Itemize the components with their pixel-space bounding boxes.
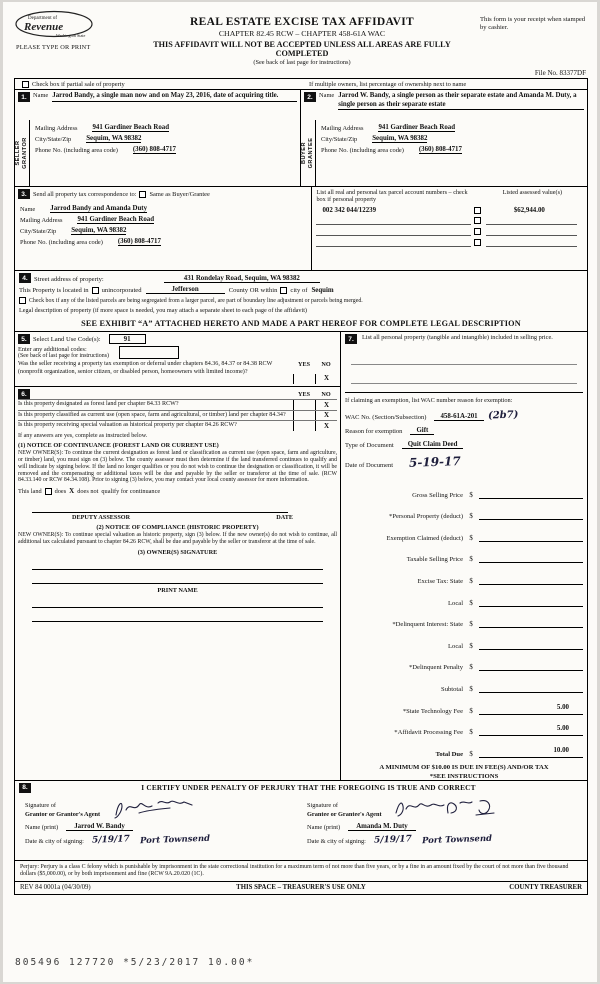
personal-property-checkbox-3[interactable] [474, 228, 481, 235]
current-use-question: Is this property classified as current use (open space, farm and agricultural, or timber) land per chapter 84.34? [18, 411, 286, 418]
footer-row [15, 882, 587, 894]
dollar-sign: $ [469, 556, 473, 564]
section-3-number: 3. [18, 189, 30, 199]
parcel-number-4-blank[interactable] [316, 239, 471, 247]
county-treasurer-label: COUNTY TREASURER [509, 884, 582, 892]
date-label: DATE [276, 514, 294, 522]
seller-csz-value[interactable]: Sequim, WA 98382 [86, 134, 142, 142]
grantee-signature-block [301, 797, 583, 845]
seller-side-word-1: SELLER [15, 140, 22, 166]
buyer-section [301, 90, 587, 186]
assessed-values-header: Listed assessed value(s) [502, 189, 563, 196]
buyer-side-word-1: BUYER [301, 141, 308, 165]
s3-phone-value[interactable]: (360) 808-4717 [117, 237, 161, 245]
section-3 [15, 187, 587, 271]
print-name-title: PRINT NAME [157, 587, 198, 595]
county-or-within-label: County OR within [228, 286, 278, 294]
notice-compliance-title: (2) NOTICE OF COMPLIANCE (HISTORIC PROPERTY) [96, 524, 259, 532]
located-in-label: This Property is located in [19, 286, 89, 294]
grantor-name-print-label: Name (print) [25, 823, 59, 831]
grantor-name-print-value[interactable]: Jarrod W. Bandy [66, 823, 133, 831]
grantee-city-handwriting: Port Townsend [421, 833, 493, 846]
section-4-number: 4. [19, 273, 31, 283]
grantor-city-handwriting: Port Townsend [139, 833, 211, 846]
dollar-sign: $ [469, 707, 473, 715]
segregated-label: Check box if any of the listed parcels are being segregated from a larger parcel, are part of boundary line adjustment or parcels being merged. [29, 297, 363, 304]
multiple-owners-note: If multiple owners, list percentage of ownership next to name [309, 80, 467, 88]
section-6-number: 6. [18, 389, 30, 399]
dollar-sign: $ [469, 534, 473, 542]
s6-no-header: NO [321, 390, 331, 398]
grantee-date-city-label: Date & city of signing: [307, 837, 366, 845]
owner-signature-line-2[interactable] [32, 574, 323, 584]
section-1-number: 1. [18, 92, 30, 102]
seller-side-word-2: GRANTOR [22, 137, 28, 169]
personal-property-checkbox-2[interactable] [474, 217, 481, 224]
buyer-mailing-label: Mailing Address [321, 124, 364, 132]
parcel-number-2-blank[interactable] [316, 217, 471, 225]
grantee-date-handwriting: 5/19/17 [373, 834, 412, 846]
print-name-line-2[interactable] [32, 612, 323, 622]
buyer-name-value[interactable]: Jarrod W. Bandy, a single person as their separate estate and Amanda M. Duty, a single person as their separate estate [338, 92, 584, 110]
fee-row-subtotal: Subtotal $ [345, 674, 583, 693]
fee-row-excise-state: Excise Tax: State $ [345, 566, 583, 585]
unincorporated-label: unincorporated [101, 286, 142, 294]
personal-property-checkbox-1[interactable] [474, 207, 481, 214]
grantee-name-print-value[interactable]: Amanda M. Duty [348, 823, 416, 831]
unincorporated-checkbox[interactable] [92, 287, 99, 294]
print-name-line-1[interactable] [32, 598, 323, 608]
parties-row [15, 90, 587, 187]
land-does-checkbox[interactable] [45, 488, 52, 495]
dollar-sign: $ [469, 491, 473, 499]
grantor-signature-label-1: Signature of [25, 802, 56, 810]
city-of-label: city of [290, 286, 308, 294]
parcel-number-1[interactable]: 002 342 044/12239 [322, 206, 377, 214]
dollar-sign: $ [469, 750, 473, 758]
personal-property-line-1[interactable] [351, 354, 577, 365]
grantee-signature [390, 797, 500, 821]
s5-no-header: NO [321, 361, 331, 368]
exhibit-a-line: SEE EXHIBIT “A” ATTACHED HERETO AND MADE A PART HEREOF FOR COMPLETE LEGAL DESCRIPTION [81, 319, 521, 328]
s5-see-back-note: (See back of last page for instructions) [18, 353, 109, 359]
fee-row-gross: Gross Selling Price $ [345, 480, 583, 499]
parcel-number-3-blank[interactable] [316, 228, 471, 236]
fee-row-technology: *State Technology Fee $ 5.00 [345, 696, 583, 715]
fee-row-exemption: Exemption Claimed (deduct) $ [345, 523, 583, 542]
see-back-note: (See back of last page for instructions) [253, 59, 351, 66]
grantor-signature-label-2: Grantor or Grantor's Agent [25, 810, 101, 818]
svg-text:Department of: Department of [28, 16, 58, 21]
q3-no-cell[interactable]: X [315, 421, 337, 431]
fee-row-excise-local: Local $ [345, 588, 583, 607]
top-options-row [15, 79, 587, 90]
rev-form-number: REV 84 0001a (04/30/09) [20, 884, 91, 892]
deferral-question: Was the seller receiving a property tax exemption or deferral under chapters 84.36, 84.37 or 84.38 RCW (nonprofit organization, senior citizen, or disabled person, homeowners with limited income)? [18, 361, 273, 375]
s3-csz-label: City/State/Zip [20, 227, 57, 235]
grantor-signature-block [19, 797, 301, 845]
wac-subsection-handwriting: (2b7) [487, 409, 519, 422]
grantee-signature-label-2: Grantee or Grantee's Agent [307, 810, 382, 818]
dollar-sign: $ [469, 577, 473, 585]
affidavit-page [3, 2, 597, 982]
partial-sale-checkbox[interactable] [22, 81, 29, 88]
fee-row-penalty: *Delinquent Penalty $ [345, 652, 583, 671]
section-8-number: 8. [19, 783, 31, 793]
warning-line: THIS AFFIDAVIT WILL NOT BE ACCEPTED UNLESS ALL AREAS ARE FULLY COMPLETED [153, 40, 451, 58]
personal-property-label: List all personal property (tangible and intangible) included in selling price. [362, 334, 553, 341]
revenue-logo-icon [14, 10, 100, 40]
legal-description-label: Legal description of property (if more space is needed, you may attach a separate sheet to each page of the affidavit) [19, 307, 307, 314]
notice-compliance-body: NEW OWNER(S): To continue special valuation as historic property, sign (3) below. If the new owner(s) do not wish to continue, all additional tax calculated pursuant to chapter 84.26 RCW, shall be due and payable by the seller or transferor at the time of sale. [18, 532, 338, 546]
form-body [14, 78, 588, 895]
buyer-side-strip [301, 120, 316, 186]
dollar-sign: $ [469, 685, 473, 693]
forest-land-question: Is this property designated as forest land per chapter 84.33 RCW? [18, 401, 179, 407]
form-header [14, 10, 588, 66]
cashier-stamp: 805496 127720 *5/23/2017 10.00* [15, 957, 255, 968]
seller-mailing-label: Mailing Address [35, 124, 78, 132]
land-does-not-label: does not [77, 487, 99, 495]
city-value[interactable]: Sequim [311, 286, 334, 294]
receipt-note: This form is your receipt when stamped by cashier. [480, 16, 586, 32]
seller-phone-value[interactable]: (360) 808-4717 [132, 145, 176, 153]
historical-property-question: Is this property receiving special valuation as historical property per chapter 84.26 RCW? [18, 422, 237, 429]
s5-no-cell[interactable]: X [315, 374, 337, 384]
see-instructions-note: *SEE INSTRUCTIONS [429, 772, 499, 780]
buyer-mailing-value[interactable]: 941 Gardiner Beach Road [378, 123, 456, 131]
grantee-signature-label-1: Signature of [307, 802, 338, 810]
city-of-checkbox[interactable] [280, 287, 287, 294]
buyer-phone-label: Phone No. (including area code) [321, 146, 404, 154]
fee-row-taxable: Taxable Selling Price $ [345, 544, 583, 563]
q1-no-cell[interactable]: X [315, 400, 337, 410]
additional-codes-input[interactable] [119, 346, 179, 359]
answers-yes-note: If any answers are yes, complete as instructed below. [18, 432, 148, 439]
s3-mailing-value[interactable]: 941 Gardiner Beach Road [77, 215, 155, 223]
grantor-date-city-label: Date & city of signing: [25, 837, 84, 845]
this-land-label: This land [18, 487, 42, 495]
land-does-not-x[interactable]: X [69, 487, 75, 496]
section-6 [15, 387, 340, 780]
mid-columns [15, 332, 587, 781]
seller-name-value[interactable]: Jarrod Bandy, a single man now and on May 23, 2016, date of acquiring title. [52, 92, 297, 102]
deputy-assessor-signature-line[interactable] [32, 505, 288, 513]
file-number: File No. 83377DF [534, 69, 586, 77]
assessed-value-1[interactable]: $62,944.00 [513, 206, 545, 214]
land-use-label: Select Land Use Code(s): [33, 335, 101, 343]
fee-row-affidavit: *Affidavit Processing Fee $ 5.00 [345, 717, 583, 736]
land-use-code-value[interactable]: 91 [109, 334, 146, 344]
buyer-name-label: Name [319, 92, 335, 99]
claiming-exemption-label: If claiming an exemption, list WAC number reason for exemption: [345, 392, 583, 404]
svg-text:Washington State: Washington State [56, 33, 86, 38]
section-2-number: 2. [304, 92, 316, 102]
same-as-buyer-label: Same as Buyer/Grantee [149, 190, 210, 198]
section-5 [15, 332, 340, 387]
same-as-buyer-checkbox[interactable] [139, 191, 146, 198]
personal-property-line-2[interactable] [351, 373, 577, 384]
owner-signature-line-1[interactable] [32, 560, 323, 570]
parcel-numbers-header: List all real and personal tax parcel account numbers – check box if personal property [316, 189, 468, 204]
street-address-label: Street address of property: [34, 276, 104, 283]
grantee-name-print-label: Name (print) [307, 823, 341, 831]
wac-number-value[interactable]: 458-61A-201 [434, 413, 483, 421]
type-of-document-value[interactable]: Quit Claim Deed [402, 441, 464, 449]
s6-yes-header: YES [298, 390, 311, 398]
date-of-document-label: Date of Document [345, 462, 394, 469]
section-8 [15, 781, 587, 861]
section-7-number: 7. [345, 334, 357, 344]
s3-csz-value[interactable]: Sequim, WA 98382 [71, 226, 127, 234]
deputy-assessor-label: DEPUTY ASSESSOR [72, 514, 131, 522]
minimum-due-note: A MINIMUM OF $10.00 IS DUE IN FEE(S) AND/OR TAX [379, 763, 549, 771]
s3-name-value[interactable]: Jarrod Bandy and Amanda Duty [50, 204, 148, 212]
dollar-sign: $ [469, 729, 473, 737]
fee-row-delinquent-local: Local $ [345, 631, 583, 650]
owners-signature-title: (3) OWNER(S) SIGNATURE [137, 549, 218, 557]
s5-yes-cell[interactable] [293, 374, 315, 384]
buyer-phone-value[interactable]: (360) 808-4717 [418, 145, 462, 153]
fee-row-delinquent-state: *Delinquent Interest: State $ [345, 609, 583, 628]
send-correspondence-label: Send all property tax correspondence to: [33, 190, 137, 198]
land-does-label: does [54, 487, 67, 495]
segregated-checkbox[interactable] [19, 297, 26, 304]
svg-text:Revenue: Revenue [24, 21, 64, 33]
q2-yes-cell[interactable] [293, 411, 315, 421]
assessed-value-4-blank[interactable] [486, 239, 577, 247]
dollar-sign: $ [469, 513, 473, 521]
s5-yes-header: YES [298, 361, 311, 368]
reason-exemption-value[interactable]: Gift [410, 427, 434, 435]
grantor-signature [108, 797, 198, 821]
treasurer-use-only-label: THIS SPACE – TREASURER'S USE ONLY [236, 884, 366, 892]
reason-exemption-label: Reason for exemption [345, 428, 403, 435]
form-title: REAL ESTATE EXCISE TAX AFFIDAVIT [190, 16, 414, 28]
seller-csz-label: City/State/Zip [35, 135, 72, 143]
s3-phone-label: Phone No. (including area code) [20, 238, 103, 246]
deputy-assessor-block [18, 505, 337, 521]
buyer-csz-value[interactable]: Sequim, WA 98382 [372, 134, 428, 142]
buyer-csz-label: City/State/Zip [321, 135, 358, 143]
partial-sale-label: Check box if partial sale of property [32, 80, 125, 88]
q3-yes-cell[interactable] [293, 421, 315, 431]
assessed-value-2-blank[interactable] [486, 217, 577, 225]
s3-mailing-label: Mailing Address [20, 216, 63, 224]
dollar-sign: $ [469, 664, 473, 672]
wac-number-label: WAC No. (Section/Subsection) [345, 414, 427, 421]
personal-property-checkbox-4[interactable] [474, 239, 481, 246]
seller-name-label: Name [33, 92, 49, 99]
seller-side-strip [15, 120, 30, 186]
s3-name-label: Name [20, 205, 36, 213]
section-4 [15, 271, 587, 332]
q2-no-cell[interactable]: X [315, 411, 337, 421]
additional-codes-label: Enter any additional codes: [18, 346, 87, 353]
date-of-document-handwriting: 5-19-17 [408, 454, 461, 470]
fee-row-personal: *Personal Property (deduct) $ [345, 501, 583, 520]
street-address-value[interactable]: 431 Rondelay Road, Sequim, WA 98382 [164, 275, 320, 283]
dollar-sign: $ [469, 642, 473, 650]
certify-statement: I CERTIFY UNDER PENALTY OF PERJURY THAT THE FOREGOING IS TRUE AND CORRECT [141, 783, 476, 793]
perjury-statement: Perjury: Perjury is a class C felony which is punishable by imprisonment in the state correctional institution for a maximum term of not more than five years, or by a fine in an amount fixed by the court of not more than five thousand dollars ($5,000.00), or by both imprisonment and fine (RCW 9A.20.020 (1C). [15, 861, 587, 883]
qualify-label: qualify for continuance [101, 487, 161, 495]
section-5-number: 5. [18, 334, 30, 344]
seller-section [15, 90, 301, 186]
q1-yes-cell[interactable] [293, 400, 315, 410]
please-type-or-print: PLEASE TYPE OR PRINT [16, 44, 91, 51]
seller-phone-label: Phone No. (including area code) [35, 146, 118, 154]
seller-mailing-value[interactable]: 941 Gardiner Beach Road [92, 123, 170, 131]
county-value[interactable]: Jefferson [146, 286, 225, 294]
grantor-date-handwriting: 5/19/17 [91, 834, 130, 846]
chapter-line: CHAPTER 82.45 RCW – CHAPTER 458-61A WAC [218, 29, 386, 38]
fee-table [345, 477, 583, 758]
type-of-document-label: Type of Document [345, 442, 394, 449]
assessed-value-3-blank[interactable] [486, 228, 577, 236]
notice-continuance-body: NEW OWNER(S): To continue the current designation as forest land or classification as current use (open space, farm and agriculture, or timber) land, you must sign on (3) below. The county assessor must then determine if the land transferred continues to qualify and will indicate by signing below. If the land no longer qualifies or you do not wish to continue the designation or classification, it will be removed and the compensating or additional taxes will be due and payable by the seller or transferor at the time of sale. (RCW 84.33.140 or RCW 84.34.108). Prior to signing (3) below, you may contact your local county assessor for more information. [18, 449, 338, 484]
dollar-sign: $ [469, 621, 473, 629]
dollar-sign: $ [469, 599, 473, 607]
notice-continuance-title: (1) NOTICE OF CONTINUANCE (FOREST LAND OR CURRENT USE) [18, 441, 219, 449]
fee-row-total: Total Due $ 10.00 [345, 739, 583, 758]
buyer-side-word-2: GRANTEE [308, 137, 314, 169]
section-7 [341, 332, 587, 780]
